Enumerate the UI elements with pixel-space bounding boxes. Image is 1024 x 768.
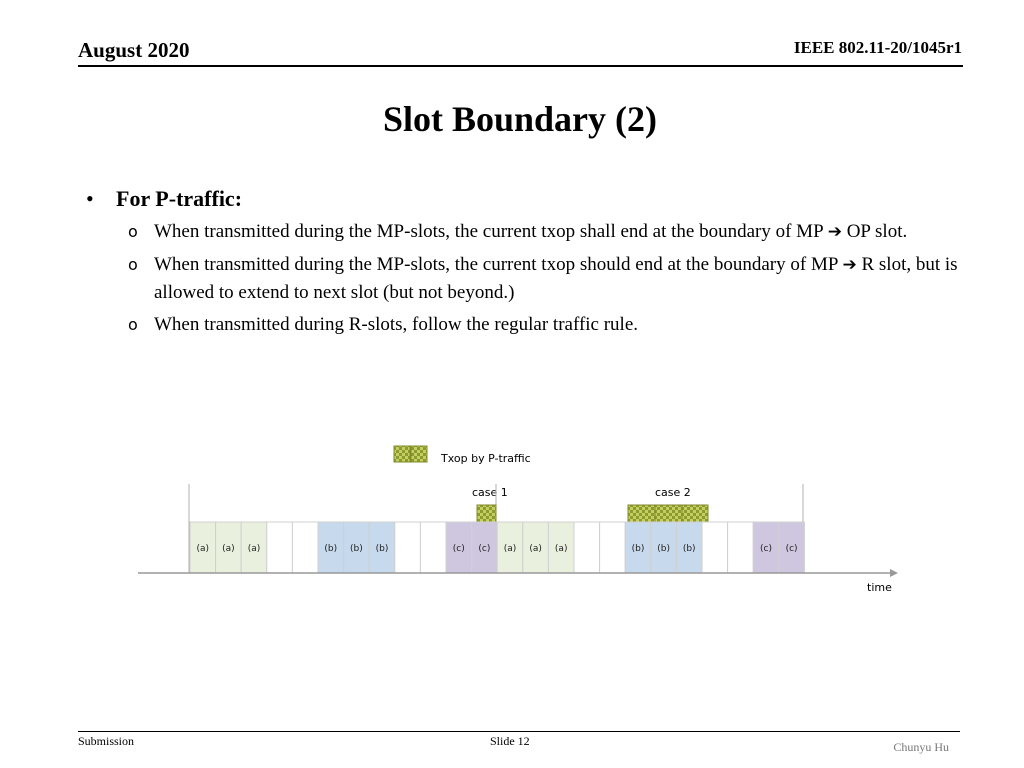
slot-label: (b) [324,544,338,554]
slot-label: (c) [478,544,491,554]
slot-label: (a) [196,544,210,554]
slot-label: (a) [503,544,517,554]
right-arrow-icon: ➔ [827,222,842,242]
slot-label: (c) [785,544,798,554]
slot-cell [574,522,600,573]
sub-bullet-2-suffix: R slot, but is allowed to extend to next slot (but not beyond.) [154,254,958,303]
legend-label: Txop by P-traffic [441,452,531,465]
slot-label: (b) [350,544,363,554]
slot-cell [395,522,421,573]
slot-label: (b) [682,544,696,554]
slot-label: (b) [375,544,389,554]
slide-title: Slot Boundary (2) [382,99,658,139]
slot-label: (a) [529,544,542,554]
circle-bullet-icon: o [128,315,138,334]
sub-bullet-1-suffix: OP slot. [841,221,908,242]
slot-label: (c) [760,544,772,554]
sub-bullet-2-text: When transmitted during the MP-slots, the current txop should end at the boundary of MP [154,254,843,275]
time-axis-arrow-icon [890,569,898,577]
bullet-main-text: For P-traffic: [116,186,243,211]
txop-case2-c [682,505,708,522]
slot-cell [600,522,626,573]
case1-label: case 1 [472,486,508,499]
slot-cell [420,522,446,573]
time-label: time [867,581,892,594]
footer-author: Chunyu Hu [893,740,949,754]
sub-bullet-3-text: When transmitted during R-slots, follow the regular traffic rule. [154,314,639,335]
footer-divider [78,731,960,732]
header-date: August 2020 [78,38,190,62]
sub-bullet-1-text: When transmitted during the MP-slots, the current txop shall end at the boundary of MP [154,221,828,242]
footer-slide-number: Slide 12 [490,734,530,748]
footer-submission: Submission [78,734,135,748]
slot-label: (b) [657,544,670,554]
legend-swatch [411,446,427,462]
slot-label: (c) [452,544,465,554]
legend-swatch [394,446,410,462]
txop-case2-b [655,505,682,522]
circle-bullet-icon: o [128,222,138,241]
slot-cell [267,522,293,573]
slot-row [190,522,804,573]
slot-label: (a) [247,544,261,554]
slot-label: (a) [222,544,235,554]
slot-label: (a) [554,544,568,554]
slot-cell [702,522,728,573]
bullet-dot-icon: • [86,186,94,211]
header-doc-id: IEEE 802.11-20/1045r1 [793,38,962,57]
slot-label: (b) [631,544,645,554]
txop-case2-a [628,505,655,522]
circle-bullet-icon: o [128,255,138,274]
case2-label: case 2 [655,486,691,499]
txop-case1 [477,505,496,522]
right-arrow-icon: ➔ [842,255,857,275]
slot-cell [292,522,318,573]
slot-cell [728,522,754,573]
